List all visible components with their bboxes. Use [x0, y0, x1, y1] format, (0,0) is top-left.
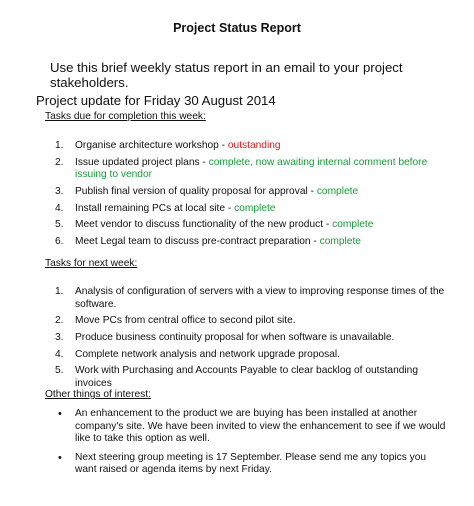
task-text: Analysis of configuration of servers with a view to improving response times of the software.	[75, 286, 445, 310]
bullet-icon: •	[58, 408, 62, 420]
other-list	[55, 408, 450, 483]
bullet-icon: •	[58, 451, 62, 464]
task-text: Produce business continuity proposal for when software is unavailable.	[75, 331, 395, 343]
list-item	[55, 365, 450, 390]
list-item	[55, 140, 450, 153]
next-week-list	[55, 286, 450, 394]
list-item	[55, 157, 450, 182]
item-number: 5.	[55, 365, 64, 377]
item-number: 3.	[55, 331, 64, 343]
list-item	[55, 186, 450, 199]
list-item	[55, 408, 450, 446]
list-item	[55, 203, 450, 216]
item-number: 5.	[55, 219, 64, 231]
task-text: Install remaining PCs at local site -	[75, 202, 235, 214]
task-text: Organise architecture workshop -	[75, 140, 228, 151]
list-item	[55, 349, 450, 362]
intro-text: Use this brief weekly status report in an email to your project stakeholders.	[50, 60, 403, 90]
task-text: Move PCs from central office to second pilot site.	[75, 315, 296, 327]
list-item	[55, 236, 450, 249]
item-number: 6.	[55, 235, 64, 247]
bullet-text: An enhancement to the product we are buying has been installed at another company's site. We have been invited to view the enhancement to see if we would like to take this option as well.	[75, 408, 446, 444]
status-complete: complete	[332, 219, 374, 231]
status-complete: complete	[234, 202, 276, 214]
status-outstanding: outstanding	[227, 140, 281, 151]
list-item	[55, 286, 450, 311]
status-complete: complete	[316, 185, 359, 197]
task-text: Publish final version of quality proposal for approval -	[75, 185, 317, 197]
item-number: 2.	[55, 156, 64, 168]
list-item	[55, 315, 450, 328]
other-heading: Other things of interest:	[45, 389, 151, 400]
item-number: 4.	[55, 348, 64, 360]
status-complete: complete	[319, 235, 361, 247]
list-item	[55, 452, 450, 477]
task-text: Issue updated project plans -	[75, 156, 209, 168]
task-text: Complete network analysis and network upgrade proposal.	[75, 348, 341, 360]
update-heading: Project update for Friday 30 August 2014	[36, 93, 276, 108]
week-tasks-list	[55, 140, 450, 253]
next-week-heading: Tasks for next week:	[45, 258, 138, 269]
item-number: 2.	[55, 315, 64, 327]
bullet-text: Next steering group meeting is 17 September. Please send me any topics you want raised or agenda items by next Friday.	[75, 451, 427, 475]
task-text: Meet vendor to discuss functionality of the new product -	[75, 219, 333, 231]
list-item	[55, 332, 450, 345]
page-title: Project Status Report	[173, 21, 301, 35]
item-number: 1.	[55, 286, 64, 297]
item-number: 1.	[55, 140, 64, 151]
task-text: Meet Legal team to discuss pre-contract preparation -	[75, 235, 320, 247]
status-complete: complete, now awaiting internal comment before issuing to vendor	[75, 156, 428, 181]
list-item	[55, 219, 450, 232]
item-number: 4.	[55, 202, 64, 214]
week-tasks-heading: Tasks due for completion this week:	[45, 111, 206, 122]
item-number: 3.	[55, 185, 64, 197]
task-text: Work with Purchasing and Accounts Payable to clear backlog of outstanding invoices	[75, 365, 418, 389]
